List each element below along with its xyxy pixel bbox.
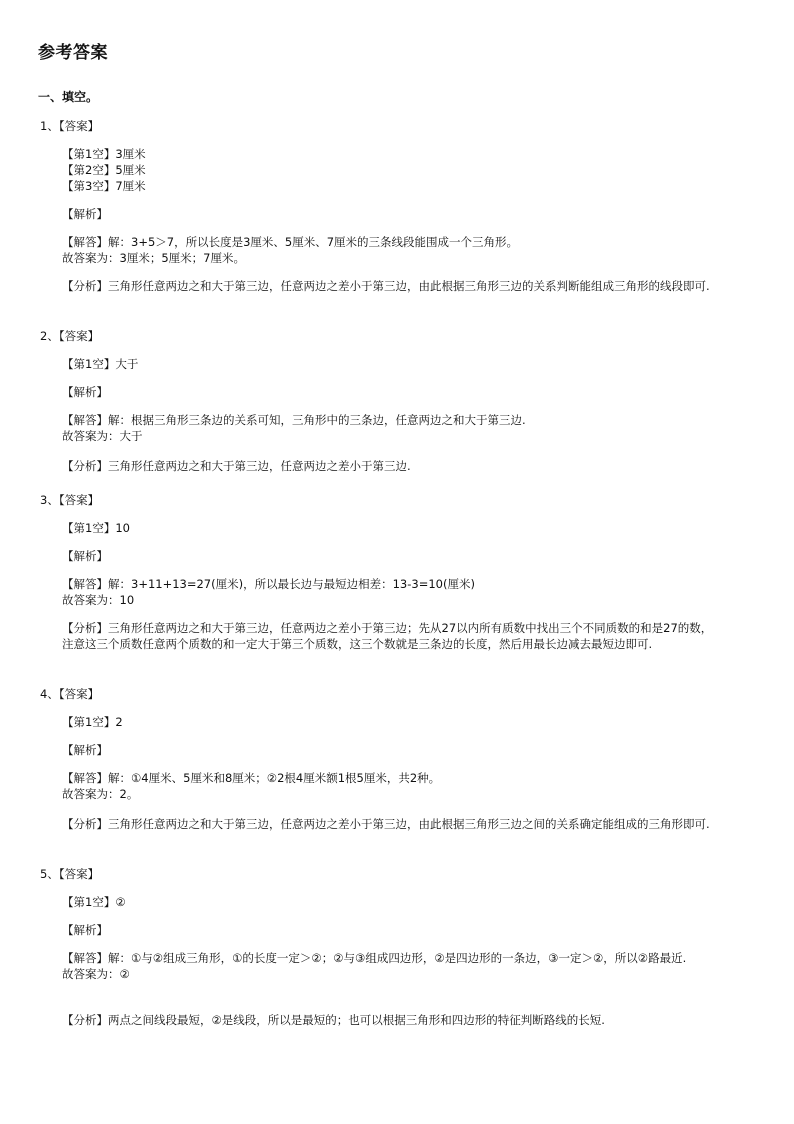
blank-answers bbox=[62, 520, 722, 536]
solution bbox=[62, 576, 722, 608]
solution-line: 故答案为：2。 bbox=[62, 787, 139, 801]
analysis-text: 【分析】两点之间线段最短，②是线段，所以是最短的；也可以根据三角形和四边形的特征判断路线的长短. bbox=[62, 1013, 605, 1027]
analysis-label: 【解析】 bbox=[62, 923, 108, 937]
answer-heading: 1、【答案】 bbox=[40, 119, 100, 133]
solution-line: 故答案为：3厘米；5厘米；7厘米。 bbox=[62, 251, 245, 265]
solution-line: 【解答】解：3+11+13=27(厘米)，所以最长边与最短边相差：13-3=10(厘米) bbox=[62, 577, 475, 591]
analysis-text: 【分析】三角形任意两边之和大于第三边，任意两边之差小于第三边，由此根据三角形三边的关系判断能组成三角形的线段即可. bbox=[62, 279, 710, 293]
blank-answers bbox=[62, 894, 722, 910]
solution bbox=[62, 770, 722, 802]
solution-line: 【解答】解：3+5＞7，所以长度是3厘米、5厘米、7厘米的三条线段能围成一个三角形。 bbox=[62, 235, 519, 249]
solution-line: 故答案为：大于 bbox=[62, 429, 143, 443]
analysis-label: 【解析】 bbox=[62, 549, 108, 563]
answer-heading: 3、【答案】 bbox=[40, 493, 100, 507]
solution bbox=[62, 950, 722, 982]
page-title: 参考答案 bbox=[38, 43, 108, 63]
solution-line: 故答案为：② bbox=[62, 967, 130, 981]
blank-answers bbox=[62, 714, 722, 730]
solution-line: 【解答】解：①与②组成三角形，①的长度一定＞②；②与③组成四边形，②是四边形的一条边，③一定＞②，所以②路最近. bbox=[62, 951, 687, 965]
solution-line: 【解答】解：①4厘米、5厘米和8厘米；②2根4厘米额1根5厘米，共2种。 bbox=[62, 771, 441, 785]
solution-line: 故答案为：10 bbox=[62, 593, 135, 607]
blank-answer: 【第1空】3厘米 bbox=[62, 147, 146, 161]
blank-answer: 【第1空】② bbox=[62, 895, 126, 909]
blank-answer: 【第2空】5厘米 bbox=[62, 163, 146, 177]
blank-answer: 【第1空】大于 bbox=[62, 357, 139, 371]
blank-answers bbox=[62, 356, 722, 372]
answer-heading: 5、【答案】 bbox=[40, 867, 100, 881]
blank-answer: 【第1空】10 bbox=[62, 521, 130, 535]
analysis-text: 【分析】三角形任意两边之和大于第三边，任意两边之差小于第三边；先从27以内所有质数中找出三个不同质数的和是27的数，注意这三个质数任意两个质数的和一定大于第三个质数，这三个数就是三条边的长度，然后用最长边减去最短边即可. bbox=[62, 621, 713, 651]
answer-heading: 2、【答案】 bbox=[40, 329, 100, 343]
analysis-label: 【解析】 bbox=[62, 385, 108, 399]
solution bbox=[62, 234, 722, 266]
blank-answers bbox=[62, 146, 722, 194]
solution-line: 【解答】解：根据三角形三条边的关系可知，三角形中的三条边，任意两边之和大于第三边. bbox=[62, 413, 526, 427]
analysis-text: 【分析】三角形任意两边之和大于第三边，任意两边之差小于第三边. bbox=[62, 459, 411, 473]
answer-heading: 4、【答案】 bbox=[40, 687, 100, 701]
analysis-label: 【解析】 bbox=[62, 743, 108, 757]
solution bbox=[62, 412, 722, 444]
analysis-text: 【分析】三角形任意两边之和大于第三边，任意两边之差小于第三边，由此根据三角形三边之间的关系确定能组成的三角形即可. bbox=[62, 817, 710, 831]
blank-answer: 【第1空】2 bbox=[62, 715, 123, 729]
blank-answer: 【第3空】7厘米 bbox=[62, 179, 146, 193]
analysis-label: 【解析】 bbox=[62, 207, 108, 221]
section-heading: 一、填空。 bbox=[38, 90, 99, 104]
